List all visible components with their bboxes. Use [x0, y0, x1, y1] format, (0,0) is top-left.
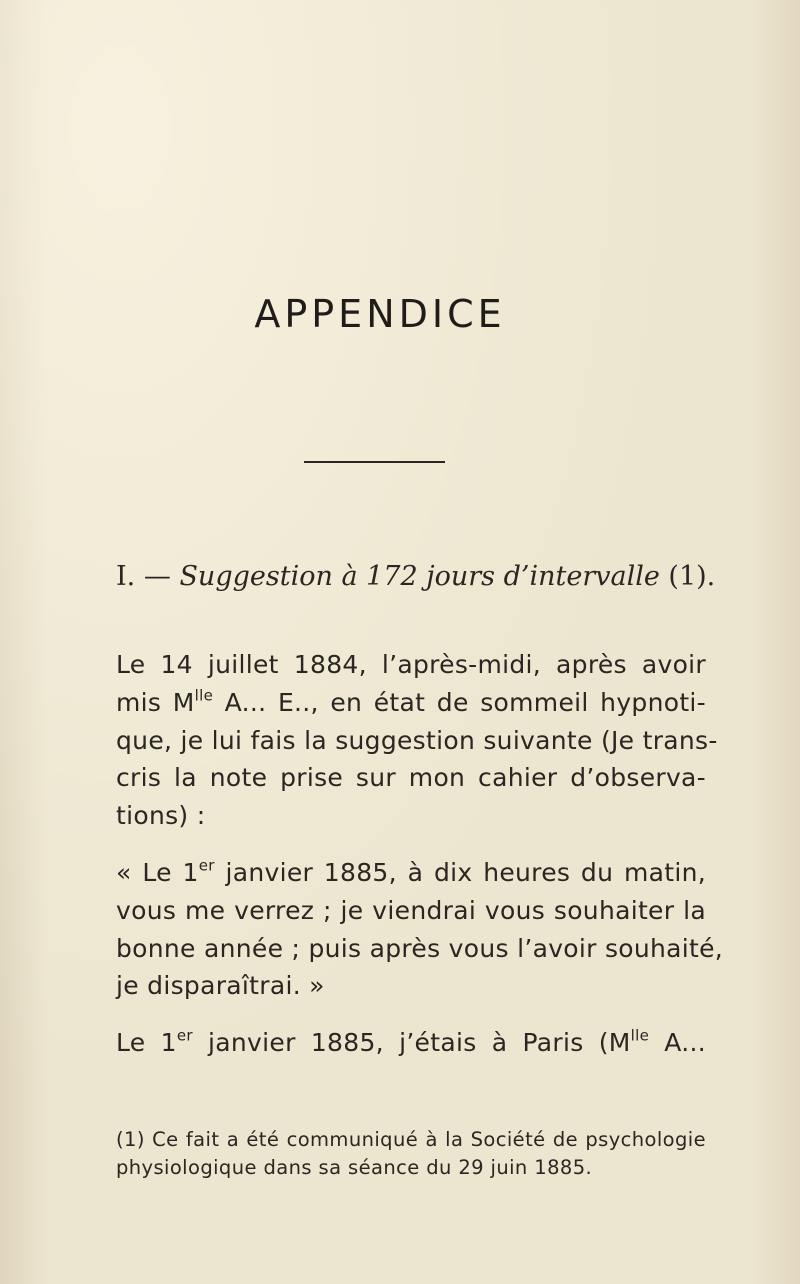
superscript: lle [194, 686, 214, 705]
paragraph-line: cris la note prise sur mon cahier d’observa- [116, 763, 706, 793]
paragraph-line: tions) : [116, 801, 206, 831]
paragraph-line [116, 684, 706, 722]
paragraph-line [116, 854, 706, 892]
heading-rule [304, 461, 445, 463]
paragraph-2 [116, 854, 724, 1005]
footnote-line: physiologique dans sa séance du 29 juin 1885. [116, 1156, 593, 1179]
section-title-text: Suggestion à 172 jours d’intervalle [179, 561, 660, 592]
paragraph-line: vous me verrez ; je viendrai vous souhaiter la [116, 895, 706, 925]
paragraph-line: je disparaîtrai. » [116, 971, 325, 1001]
page-heading: APPENDICE [254, 292, 506, 336]
footnote-line: (1) Ce fait a été communiqué à la Société de psychologie [116, 1128, 706, 1151]
footnote [116, 1126, 706, 1182]
text-run: Le 1 [116, 1028, 177, 1057]
section-number: I. — [116, 561, 171, 592]
paragraph-line: Le 14 juillet 1884, l’après-midi, après avoir [116, 650, 706, 679]
paragraph-3 [116, 1024, 706, 1062]
section-title [116, 561, 715, 592]
paragraph-line: bonne année ; puis après vous l’avoir souhaité, [116, 933, 724, 963]
superscript: lle [630, 1026, 650, 1045]
paragraph-line: que, je lui fais la suggestion suivante (Je trans- [116, 725, 718, 755]
superscript: er [176, 1026, 193, 1045]
text-run: mis M [116, 687, 195, 717]
text-run: A... E.., en état de sommeil hypnoti- [213, 687, 706, 717]
text-run: janvier 1885, à dix heures du matin, [214, 858, 706, 887]
text-run: janvier 1885, j’étais à Paris (M [192, 1028, 631, 1057]
superscript: er [198, 856, 215, 875]
paragraph-1 [116, 646, 718, 835]
footnote-reference: (1). [668, 561, 716, 592]
paragraph-line [116, 1024, 706, 1062]
text-run: A... [649, 1028, 706, 1057]
text-run: « Le 1 [116, 858, 199, 887]
